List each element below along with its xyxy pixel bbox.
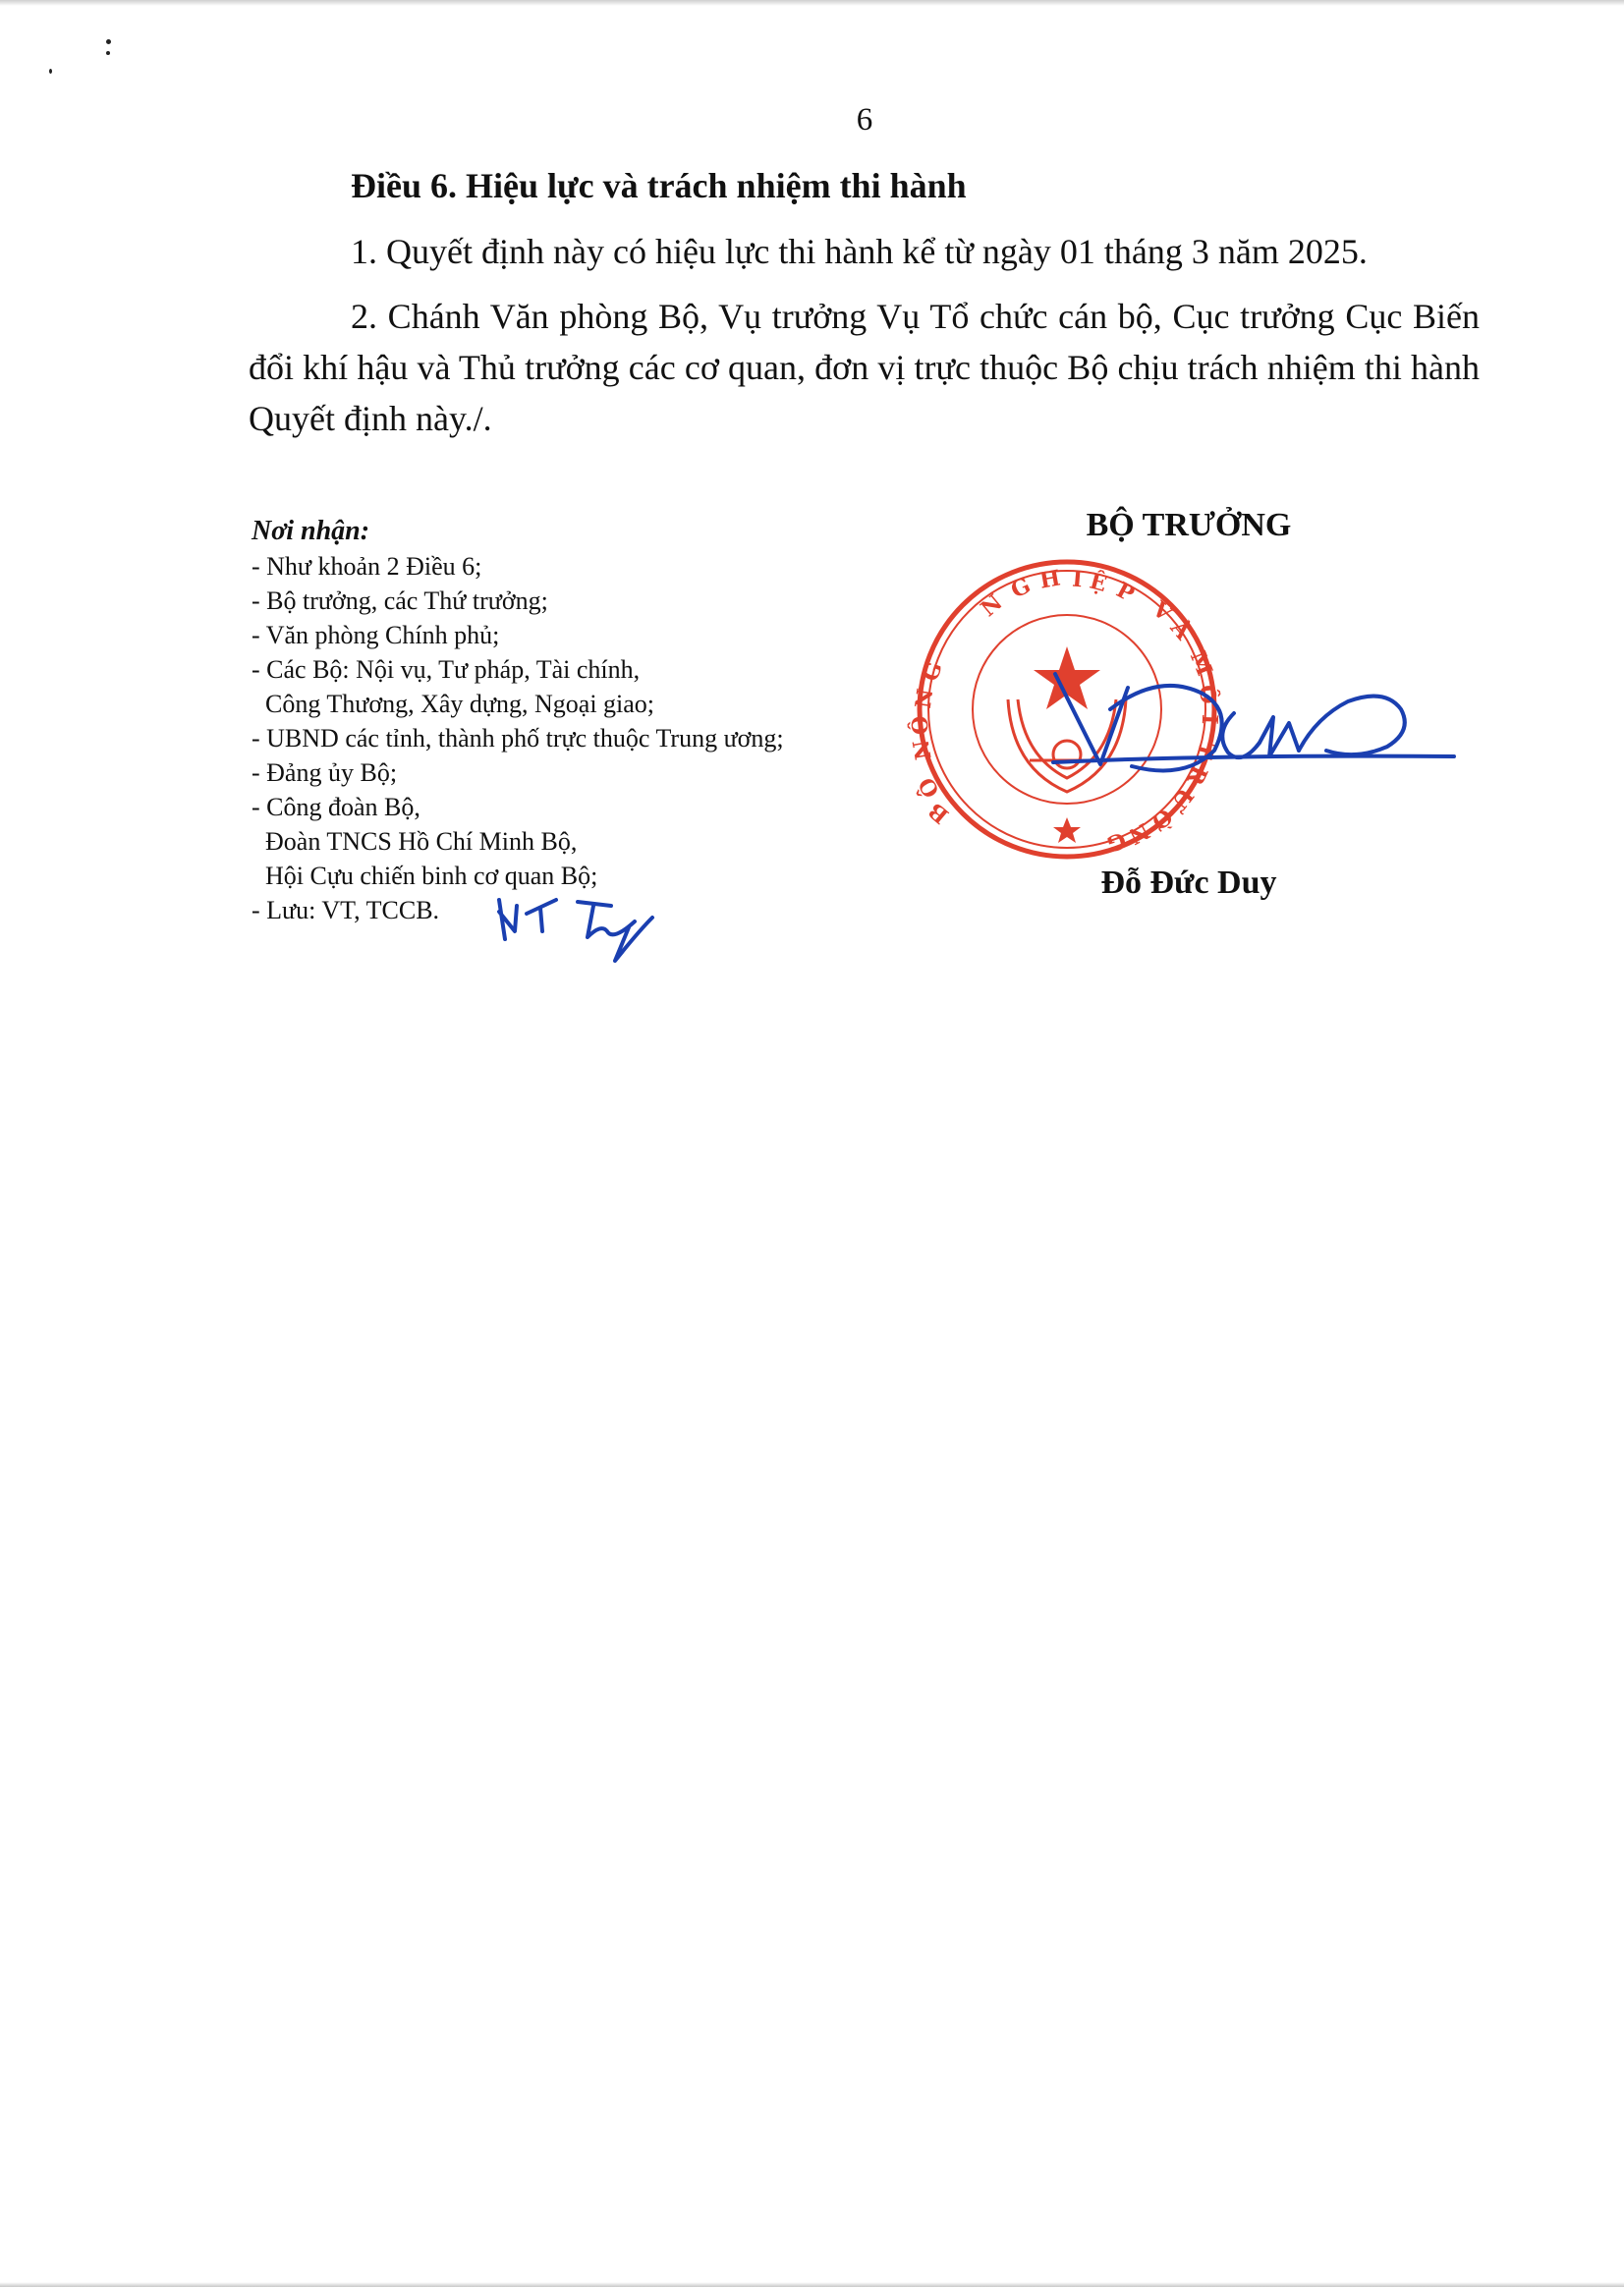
svg-text:I: I (1071, 566, 1084, 593)
svg-text:M: M (1184, 647, 1218, 680)
svg-text:Ộ: Ộ (913, 772, 945, 803)
recipient-item-continuation: Hội Cựu chiến binh cơ quan Bộ; (265, 862, 598, 890)
svg-text:N: N (1124, 816, 1154, 850)
svg-text:N: N (908, 738, 937, 762)
svg-text:Ệ: Ệ (1087, 568, 1110, 597)
scan-speck (106, 51, 110, 55)
svg-text:N: N (910, 687, 939, 710)
svg-text:Ô: Ô (1193, 683, 1222, 706)
svg-text:G: G (1007, 572, 1036, 604)
svg-text:G: G (917, 658, 948, 685)
svg-text:H: H (1037, 565, 1063, 594)
recipient-item: - UBND các tỉnh, thành phố trực thuộc Trung ương; (252, 724, 784, 753)
recipients-heading: Nơi nhận: (252, 516, 370, 546)
svg-text:V: V (1147, 596, 1177, 628)
clause-2: 2. Chánh Văn phòng Bộ, Vụ trưởng Vụ Tổ chức cán bộ, Cục trưởng Cục Biến đổi khí hậu và Thủ trưởng các cơ quan, đơn vị trực thuộc Bộ chịu trách nhiệm thi hành Quyết định này./. (249, 297, 1480, 438)
svg-text:T: T (1191, 739, 1220, 762)
recipient-item: - Như khoản 2 Điều 6; (252, 552, 482, 581)
initials-signature (491, 892, 658, 963)
scan-edge-bottom (0, 2282, 1624, 2287)
recipient-item-continuation: Công Thương, Xây dựng, Ngoại giao; (265, 690, 655, 718)
svg-text:B: B (924, 797, 954, 829)
svg-text:Ư: Ư (1166, 782, 1199, 813)
signatory-name: Đỗ Đức Duy (1100, 865, 1277, 901)
svg-text:P: P (1111, 577, 1139, 608)
svg-text:Ô: Ô (907, 715, 934, 736)
recipient-item: - Lưu: VT, TCCB. (252, 896, 440, 924)
article-title: Điều 6. Hiệu lực và trách nhiệm thi hành (351, 166, 967, 205)
svg-text:À: À (1164, 615, 1196, 645)
svg-text:N: N (976, 589, 1008, 623)
svg-text:R: R (1181, 761, 1212, 789)
recipient-item-continuation: Đoàn TNCS Hồ Chí Minh Bộ, (265, 827, 578, 856)
svg-text:Ờ: Ờ (1146, 803, 1178, 835)
page-number: 6 (856, 102, 873, 138)
recipient-item: - Công đoàn Bộ, (252, 793, 420, 821)
svg-text:G: G (1103, 826, 1130, 857)
svg-text:I: I (1196, 713, 1223, 725)
recipient-item: - Văn phòng Chính phủ; (252, 621, 500, 649)
scan-speck (49, 69, 52, 74)
scan-speck (106, 39, 111, 44)
recipient-item: - Đảng ủy Bộ; (252, 758, 398, 787)
signatory-title: BỘ TRƯỞNG (1086, 507, 1292, 543)
clause-1: 1. Quyết định này có hiệu lực thi hành kể từ ngày 01 tháng 3 năm 2025. (351, 232, 1368, 271)
recipient-item: - Các Bộ: Nội vụ, Tư pháp, Tài chính, (252, 655, 641, 684)
recipient-item: - Bộ trưởng, các Thứ trưởng; (252, 586, 548, 615)
scan-edge-top (0, 0, 1624, 6)
recipients-block (252, 514, 920, 927)
signature (1041, 648, 1464, 796)
